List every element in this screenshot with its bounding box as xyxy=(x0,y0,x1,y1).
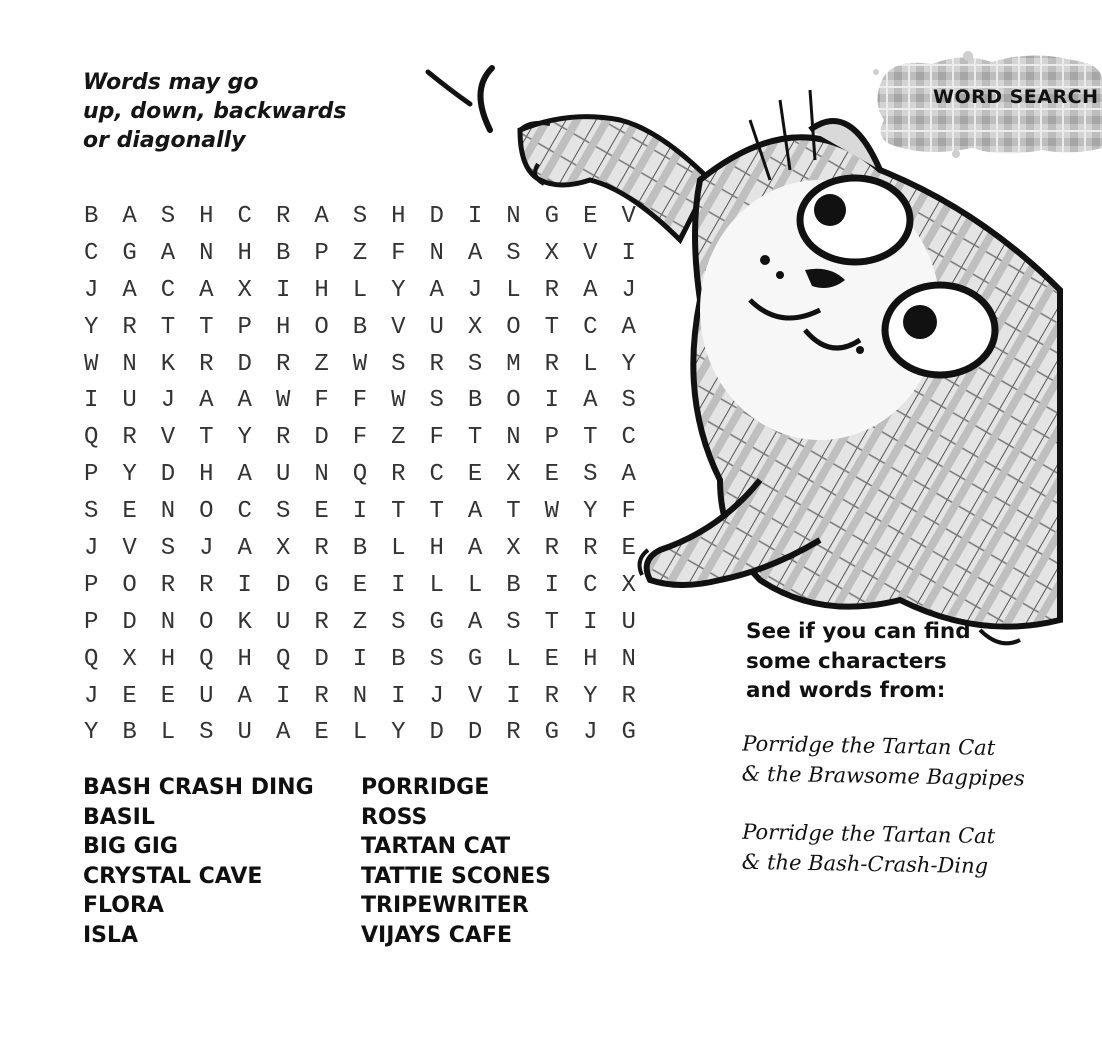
grid-letter: N xyxy=(429,239,444,267)
banner-title: WORD SEARCH xyxy=(933,86,1099,108)
book-title-line: & the Bash-Crash-Ding xyxy=(741,849,989,879)
grid-letter: Y xyxy=(83,719,99,747)
grid-letter: A xyxy=(467,534,483,562)
grid-letter: I xyxy=(621,239,636,267)
grid-letter: R xyxy=(544,534,560,562)
grid-letter: J xyxy=(199,534,214,562)
instructions-line: up, down, backwards xyxy=(83,99,347,124)
grid-letter: A xyxy=(237,682,252,710)
grid-letter: L xyxy=(429,571,444,599)
book-title-line: & the Brawsome Bagpipes xyxy=(741,761,1025,791)
grid-letter: G xyxy=(122,239,137,267)
grid-letter: E xyxy=(583,202,598,230)
grid-letter: U xyxy=(122,387,137,415)
grid-letter: G xyxy=(544,202,560,230)
grid-letter: Y xyxy=(583,498,598,526)
word-item: TRIPEWRITER xyxy=(361,893,529,919)
grid-letter: C xyxy=(583,571,598,599)
grid-letter: R xyxy=(506,719,521,747)
grid-letter: E xyxy=(314,498,329,526)
grid-letter: C xyxy=(621,424,636,452)
grid-letter: R xyxy=(275,424,291,452)
grid-letter: R xyxy=(544,350,560,378)
word-item: TARTAN CAT xyxy=(361,834,511,860)
grid-letter: X xyxy=(621,571,636,599)
grid-letter: J xyxy=(621,276,636,304)
grid-letter: N xyxy=(199,239,214,267)
grid-letter: W xyxy=(275,387,291,415)
grid-letter: V xyxy=(583,239,598,267)
grid-letter: D xyxy=(467,719,483,747)
grid-letter: A xyxy=(122,202,137,230)
grid-letter: E xyxy=(544,645,560,673)
grid-letter: J xyxy=(583,719,598,747)
grid-letter: I xyxy=(83,387,99,415)
grid-letter: F xyxy=(314,387,329,415)
grid-letter: R xyxy=(391,461,406,489)
grid-letter: V xyxy=(391,313,406,341)
grid-letter: K xyxy=(237,608,252,636)
grid-letter: N xyxy=(621,645,636,673)
grid-letter: S xyxy=(583,461,598,489)
grid-letter: A xyxy=(237,387,252,415)
grid-letter: A xyxy=(275,719,291,747)
instructions xyxy=(83,68,346,155)
grid-letter: U xyxy=(429,313,444,341)
grid-letter: X xyxy=(544,239,560,267)
grid-letter: N xyxy=(160,498,176,526)
grid-letter: W xyxy=(83,350,99,378)
grid-letter: H xyxy=(583,645,598,673)
grid-letter: L xyxy=(506,276,521,304)
grid-letter: R xyxy=(122,424,137,452)
grid-letter: A xyxy=(583,276,598,304)
grid-letter: U xyxy=(275,461,291,489)
grid-letter: O xyxy=(199,498,214,526)
grid-letter: Y xyxy=(83,313,99,341)
grid-letter: F xyxy=(352,424,368,452)
grid-letter: S xyxy=(391,608,406,636)
grid-letter: W xyxy=(544,498,560,526)
grid-letter: J xyxy=(467,276,483,304)
grid-letter: N xyxy=(160,608,176,636)
grid-letter: R xyxy=(314,682,329,710)
grid-letter: X xyxy=(506,461,521,489)
grid-letter: E xyxy=(122,682,137,710)
grid-letter: H xyxy=(275,313,291,341)
grid-letter: Y xyxy=(122,461,137,489)
grid-letter: A xyxy=(237,461,252,489)
grid-letter: A xyxy=(583,387,598,415)
grid-letter: S xyxy=(160,202,176,230)
word-item: BIG GIG xyxy=(83,834,178,860)
grid-letter: D xyxy=(237,350,252,378)
grid-letter: X xyxy=(122,645,137,673)
grid-letter: T xyxy=(583,424,598,452)
grid-letter: P xyxy=(83,461,99,489)
grid-letter: J xyxy=(429,682,444,710)
grid-letter: S xyxy=(506,608,521,636)
find-characters-text xyxy=(746,617,971,706)
grid-letter: I xyxy=(391,571,406,599)
grid-letter: S xyxy=(391,350,406,378)
word-item: ROSS xyxy=(361,804,428,830)
grid-letter: N xyxy=(506,424,521,452)
grid-letter: O xyxy=(314,313,329,341)
grid-letter: Y xyxy=(237,424,252,452)
grid-letter: Z xyxy=(391,424,406,452)
grid-letter: L xyxy=(160,719,176,747)
grid-letter: H xyxy=(160,645,176,673)
grid-letter: T xyxy=(199,313,214,341)
grid-letter: C xyxy=(160,276,176,304)
grid-letter: B xyxy=(352,534,368,562)
word-item: VIJAYS CAFE xyxy=(361,922,512,948)
grid-letter: J xyxy=(83,534,99,562)
grid-letter: D xyxy=(275,571,291,599)
grid-letter: L xyxy=(583,350,598,378)
grid-letter: U xyxy=(621,608,636,636)
grid-letter: S xyxy=(621,387,636,415)
grid-letter: T xyxy=(544,608,560,636)
grid-letter: Q xyxy=(199,645,214,673)
word-list-column-1 xyxy=(83,773,314,951)
grid-letter: E xyxy=(621,534,636,562)
grid-letter: E xyxy=(314,719,329,747)
grid-letter: B xyxy=(467,387,483,415)
grid-letter: K xyxy=(160,350,176,378)
grid-letter: G xyxy=(314,571,329,599)
grid-letter: U xyxy=(275,608,291,636)
grid-letter: W xyxy=(352,350,368,378)
grid-letter: J xyxy=(83,682,99,710)
grid-letter: E xyxy=(467,461,483,489)
grid-letter: X xyxy=(237,276,252,304)
grid-letter: A xyxy=(621,461,636,489)
grid-letter: H xyxy=(429,534,444,562)
grid-letter: L xyxy=(352,719,368,747)
grid-letter: T xyxy=(199,424,214,452)
grid-letter: S xyxy=(429,645,444,673)
grid-letter: S xyxy=(467,350,483,378)
grid-letter: R xyxy=(314,608,329,636)
grid-letter: A xyxy=(467,498,483,526)
grid-letter: I xyxy=(544,571,560,599)
grid-letter: I xyxy=(352,498,368,526)
grid-letter: D xyxy=(429,202,444,230)
grid-letter: A xyxy=(467,608,483,636)
grid-letter: Q xyxy=(83,645,99,673)
grid-letter: S xyxy=(275,498,291,526)
grid-letter: Y xyxy=(583,682,598,710)
book-title-line: Porridge the Tartan Cat xyxy=(742,819,996,849)
grid-letter: C xyxy=(429,461,444,489)
grid-letter: P xyxy=(544,424,560,452)
grid-letter: A xyxy=(467,239,483,267)
grid-letter: Q xyxy=(352,461,368,489)
grid-letter: R xyxy=(544,682,560,710)
grid-letter: G xyxy=(544,719,560,747)
grid-letter: Q xyxy=(275,645,291,673)
grid-letter: R xyxy=(429,350,444,378)
word-search-grid xyxy=(72,198,648,751)
grid-letter: R xyxy=(199,350,214,378)
grid-letter: X xyxy=(506,534,521,562)
grid-letter: A xyxy=(237,534,252,562)
grid-letter: V xyxy=(160,424,176,452)
grid-letter: B xyxy=(83,202,99,230)
grid-letter: O xyxy=(506,313,521,341)
grid-letter: U xyxy=(199,682,214,710)
grid-letter: F xyxy=(391,239,406,267)
grid-letter: B xyxy=(391,645,406,673)
grid-letter: H xyxy=(391,202,406,230)
grid-letter: D xyxy=(314,424,329,452)
grid-letter: N xyxy=(314,461,329,489)
grid-letter: S xyxy=(429,387,444,415)
grid-letter: Z xyxy=(352,608,368,636)
grid-letter: F xyxy=(429,424,444,452)
grid-letter: E xyxy=(352,571,368,599)
grid-letter: C xyxy=(583,313,598,341)
grid-letter: T xyxy=(391,498,406,526)
grid-letter: V xyxy=(621,202,636,230)
grid-letter: P xyxy=(83,571,99,599)
grid-letter: B xyxy=(122,719,137,747)
grid-letter: C xyxy=(83,239,99,267)
word-item: TATTIE SCONES xyxy=(361,863,551,889)
grid-letter: L xyxy=(352,276,368,304)
instructions-line: or diagonally xyxy=(83,128,246,153)
grid-letter: D xyxy=(122,608,137,636)
word-item: BASIL xyxy=(83,804,155,830)
grid-letter: X xyxy=(275,534,291,562)
grid-letter: V xyxy=(467,682,483,710)
grid-letter: N xyxy=(122,350,137,378)
grid-letter: Y xyxy=(391,719,406,747)
book-title-2 xyxy=(741,817,995,881)
grid-letter: E xyxy=(544,461,560,489)
grid-letter: S xyxy=(83,498,99,526)
grid-letter: I xyxy=(237,571,252,599)
find-text-line: and words from: xyxy=(746,678,946,703)
grid-letter: O xyxy=(199,608,214,636)
grid-letter: A xyxy=(122,276,137,304)
grid-letter: D xyxy=(429,719,444,747)
grid-letter: S xyxy=(199,719,214,747)
grid-letter: U xyxy=(237,719,252,747)
grid-letter: I xyxy=(583,608,598,636)
grid-letter: Z xyxy=(314,350,329,378)
grid-letter: B xyxy=(352,313,368,341)
grid-letter: W xyxy=(391,387,406,415)
grid-letter: F xyxy=(352,387,368,415)
grid-letter: G xyxy=(429,608,444,636)
grid-letter: A xyxy=(621,313,636,341)
grid-letter: A xyxy=(429,276,444,304)
grid-letter: Y xyxy=(391,276,406,304)
grid-letter: O xyxy=(122,571,137,599)
grid-letter: H xyxy=(237,239,252,267)
grid-letter: X xyxy=(467,313,483,341)
grid-letter: E xyxy=(160,682,176,710)
grid-letter: R xyxy=(160,571,176,599)
grid-letter: I xyxy=(467,202,483,230)
grid-letter: R xyxy=(275,350,291,378)
grid-letter: A xyxy=(160,239,176,267)
grid-letter: H xyxy=(314,276,329,304)
grid-letter: B xyxy=(275,239,291,267)
grid-letter: G xyxy=(621,719,636,747)
grid-letter: S xyxy=(506,239,521,267)
grid-letter: M xyxy=(506,350,521,378)
grid-letter: R xyxy=(583,534,598,562)
grid-letter: R xyxy=(199,571,214,599)
word-item: FLORA xyxy=(83,893,164,919)
grid-letter: P xyxy=(83,608,99,636)
grid-letter: R xyxy=(314,534,329,562)
grid-letter: I xyxy=(544,387,560,415)
grid-letter: S xyxy=(352,202,368,230)
grid-letter: I xyxy=(506,682,521,710)
grid-letter: T xyxy=(429,498,444,526)
grid-letter: C xyxy=(237,202,252,230)
grid-letter: I xyxy=(275,682,291,710)
book-title-1 xyxy=(741,729,1025,794)
word-item: BASH CRASH DING xyxy=(83,775,314,800)
grid-letter: B xyxy=(506,571,521,599)
grid-letter: A xyxy=(199,276,214,304)
grid-letter: O xyxy=(506,387,521,415)
instructions-line: Words may go xyxy=(83,70,259,95)
grid-letter: A xyxy=(314,202,329,230)
grid-letter: G xyxy=(467,645,483,673)
grid-letter: J xyxy=(83,276,99,304)
grid-letter: Q xyxy=(83,424,99,452)
grid-letter: N xyxy=(352,682,368,710)
grid-letter: E xyxy=(122,498,137,526)
grid-letter: Z xyxy=(352,239,368,267)
word-list-column-2 xyxy=(361,773,551,951)
grid-letter: T xyxy=(160,313,176,341)
find-text-line: See if you can find xyxy=(746,619,971,644)
grid-letter: P xyxy=(237,313,252,341)
grid-letter: N xyxy=(506,202,521,230)
grid-letter: T xyxy=(544,313,560,341)
grid-letter: C xyxy=(237,498,252,526)
grid-letter: P xyxy=(314,239,329,267)
grid-letter: H xyxy=(199,202,214,230)
grid-letter: I xyxy=(352,645,368,673)
grid-letter: T xyxy=(506,498,521,526)
grid-letter: D xyxy=(314,645,329,673)
word-item: CRYSTAL CAVE xyxy=(83,863,263,889)
grid-letter: H xyxy=(199,461,214,489)
grid-letter: R xyxy=(122,313,137,341)
grid-letter: R xyxy=(544,276,560,304)
grid-letter: L xyxy=(391,534,406,562)
book-title-line: Porridge the Tartan Cat xyxy=(742,731,996,760)
grid-letter: T xyxy=(467,424,483,452)
grid-letter: D xyxy=(160,461,176,489)
word-item: ISLA xyxy=(83,922,139,948)
grid-letter: A xyxy=(199,387,214,415)
grid-letter: F xyxy=(621,498,636,526)
grid-letter: H xyxy=(237,645,252,673)
grid-letter: J xyxy=(160,387,176,415)
grid-letter: I xyxy=(391,682,406,710)
grid-letter: R xyxy=(621,682,636,710)
grid-letter: S xyxy=(160,534,176,562)
grid-letter: L xyxy=(506,645,521,673)
find-text-line: some characters xyxy=(746,648,947,674)
grid-letter: I xyxy=(275,276,291,304)
grid-letter: Y xyxy=(621,350,636,378)
grid-letter: L xyxy=(467,571,483,599)
grid-letter: V xyxy=(122,534,137,562)
word-item: PORRIDGE xyxy=(361,775,490,800)
grid-letter: R xyxy=(275,202,291,230)
